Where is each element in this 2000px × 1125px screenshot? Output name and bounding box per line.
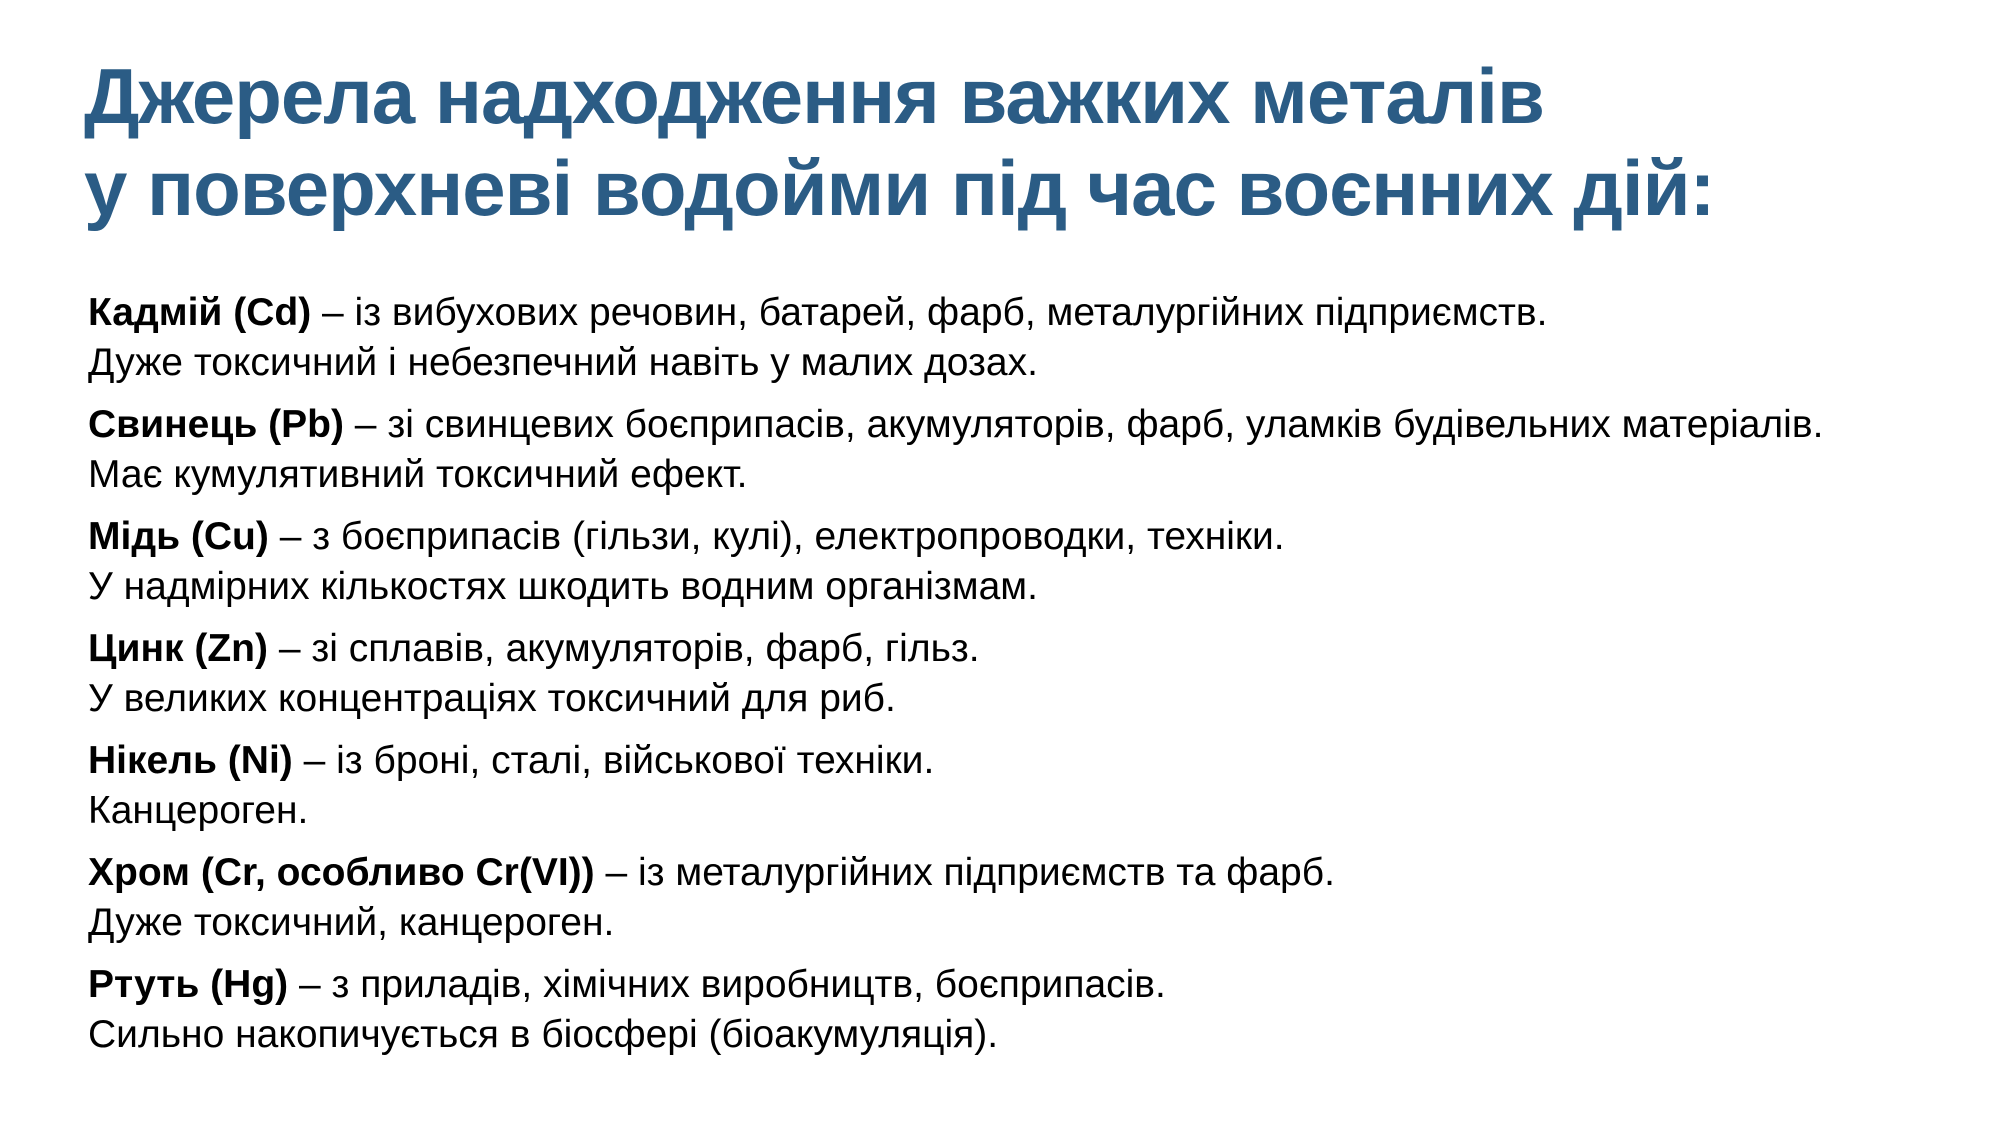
metal-name: Ртуть (Hg) [88,963,289,1006]
metal-effect-line: Канцероген. [88,789,309,832]
metal-entry-chromium [88,848,1823,948]
metal-entry-lead [88,400,1823,500]
metal-sources: – з боєприпасів (гільзи, кулі), електропроводки, техніки. [268,515,1285,558]
metal-entry-cadmium [88,288,1823,388]
metal-effect-line: Має кумулятивний токсичний ефект. [88,453,748,496]
metal-entry-sources-line [88,960,1823,1010]
metal-entry-sources-line [88,400,1823,450]
metal-entry-sources-line [88,512,1823,562]
metal-effect-line: Сильно накопичується в біосфері (біоакумуляція). [88,1013,999,1056]
slide-title [84,50,1715,234]
metal-sources: – із металургійних підприємств та фарб. [594,851,1335,894]
metal-name: Мідь (Cu) [88,515,269,558]
metal-entry-zinc [88,624,1823,724]
metal-entry-mercury [88,960,1823,1060]
metal-sources: – із вибухових речовин, батарей, фарб, металургійних підприємств. [311,291,1548,334]
slide-title-line-1: Джерела надходження важких металів [84,52,1544,140]
metal-sources: – із броні, сталі, військової техніки. [292,739,935,782]
metal-name: Кадмій (Cd) [88,291,312,334]
metal-entry-sources-line [88,736,1823,786]
metal-entry-sources-line [88,288,1823,338]
metal-entry-sources-line [88,848,1823,898]
metal-name: Свинець (Pb) [88,403,344,446]
metal-sources-list [88,288,1823,1072]
metal-entry-copper [88,512,1823,612]
metal-sources: – зі сплавів, акумуляторів, фарб, гільз. [268,627,980,670]
metal-effect-line: Дуже токсичний і небезпечний навіть у малих дозах. [88,341,1038,384]
metal-effect-line: Дуже токсичний, канцероген. [88,901,615,944]
metal-entry-nickel [88,736,1823,836]
slide-title-line-2: у поверхневі водойми під час воєнних дій: [84,144,1715,232]
metal-name: Хром (Cr, особливо Cr(VI)) [88,851,595,894]
metal-name: Нікель (Ni) [88,739,293,782]
metal-effect-line: У великих концентраціях токсичний для риб. [88,677,896,720]
metal-entry-sources-line [88,624,1823,674]
metal-sources: – зі свинцевих боєприпасів, акумуляторів, фарб, уламків будівельних матеріалів. [343,403,1824,446]
metal-sources: – з приладів, хімічних виробництв, боєприпасів. [288,963,1166,1006]
metal-effect-line: У надмірних кількостях шкодить водним організмам. [88,565,1038,608]
metal-name: Цинк (Zn) [88,627,268,670]
